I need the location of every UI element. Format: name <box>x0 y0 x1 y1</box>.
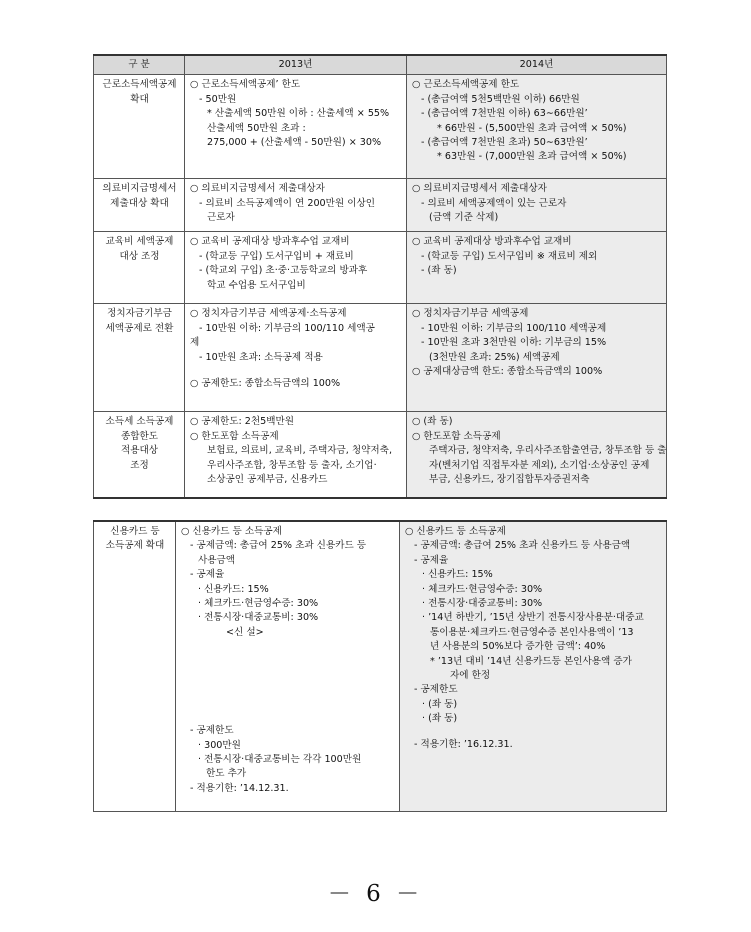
spacer <box>181 688 395 700</box>
text-line: 소상공인 공제부금, 신용카드 <box>207 473 328 485</box>
text-line: 년 사용분의 50%보다 증가한 금액’: 40% <box>430 641 606 653</box>
row-education-credit <box>94 232 667 304</box>
text-line: · 300만원 <box>198 739 241 751</box>
page-number: － 6 － <box>327 881 424 907</box>
text-line: * 66만원 - (5,500만원 초과 급여액 × 50%) <box>437 122 627 134</box>
header-2014: 2014년 <box>407 55 667 75</box>
category-line: 적용대상 <box>120 445 159 457</box>
text-line: - 의료비 세액공제액이 있는 근로자 <box>421 197 567 209</box>
text-line: 학교 수업용 도서구입비 <box>207 279 306 291</box>
text-line: 자(벤처기업 직접투자분 제외), 소기업·소상공인 공제 <box>429 459 650 471</box>
table-header-row <box>94 55 667 75</box>
text-line: - 적용기한: ’16.12.31. <box>414 739 513 751</box>
category-cell <box>94 412 185 498</box>
text-line: ○ 의료비지급명세서 제출대상자 <box>412 183 547 195</box>
text-line: · 전통시장·대중교통비는 각각 100만원 <box>198 753 362 765</box>
text-line: ○ 근로소득세액공제’ 한도 <box>190 79 301 91</box>
text-line: - 공제금액: 총급여 25% 초과 신용카드 등 <box>190 540 367 552</box>
text-line: - (총급여액 7천만원 이하) 63∼66만원’ <box>421 108 588 120</box>
category-cell <box>94 304 185 412</box>
text-line: - 의료비 소득공제액이 연 200만원 이상인 <box>199 197 376 209</box>
text-line: · 신용카드: 15% <box>422 569 493 581</box>
category-line: 소득공제 확대 <box>105 540 165 552</box>
row-earned-income-credit <box>94 75 667 179</box>
spacer <box>405 726 662 738</box>
text-line: (3천만원 초과: 25%) 세액공제 <box>429 351 560 363</box>
comparison-table-main <box>93 54 667 499</box>
category-line: 근로소득세액공제 <box>102 79 177 91</box>
cell-2013 <box>185 179 407 232</box>
text-line: - (학교등 구입) 도서구입비 ※ 재료비 제외 <box>421 250 598 262</box>
text-line: 한도 추가 <box>206 768 247 780</box>
spacer <box>181 652 395 664</box>
category-line: 교육비 세액공제 <box>105 236 174 248</box>
text-line: ○ 정치자금기부금 세액공제·소득공제 <box>190 308 347 320</box>
text-line: - 공제한도 <box>190 725 234 737</box>
category-cell <box>94 179 185 232</box>
text-line: 주택자금, 청약저축, 우리사주조합출연금, 창투조합 등 출 <box>429 445 667 457</box>
row-political-donation <box>94 304 667 412</box>
text-line: - 10만원 이하: 기부금의 100/110 세액공제 <box>421 322 607 334</box>
row-medical-statement <box>94 179 667 232</box>
text-line: - 10만원 이하: 기부금의 100/110 세액공 <box>199 322 375 334</box>
category-cell <box>94 521 176 811</box>
text-line: · 신용카드: 15% <box>198 583 269 595</box>
text-line: 275,000 + (산출세액 - 50만원) × 30% <box>207 136 382 148</box>
comparison-table-credit-card <box>93 520 667 812</box>
text-line: - 적용기한: ’14.12.31. <box>190 782 289 794</box>
cell-2014 <box>407 232 667 304</box>
text-line: <신 설> <box>226 626 264 638</box>
cell-2013 <box>185 232 407 304</box>
text-line: · 체크카드·현금영수증: 30% <box>198 597 319 609</box>
category-line: 확대 <box>130 93 149 105</box>
text-line: - 공제율 <box>190 569 225 581</box>
text-line: · 체크카드·현금영수증: 30% <box>422 583 543 595</box>
spacer <box>190 365 402 377</box>
category-line: 종합한도 <box>120 430 159 442</box>
spacer <box>181 676 395 688</box>
text-line: ○ 한도포함 소득공제 <box>412 430 501 442</box>
text-line: · (좌 동) <box>422 713 458 725</box>
spacer <box>181 664 395 676</box>
text-line: ○ 공제한도: 종합소득금액의 100% <box>190 377 341 389</box>
text-line: 자에 한정 <box>450 669 491 681</box>
category-line: 대상 조정 <box>119 250 160 262</box>
text-line: ○ 교육비 공제대상 방과후수업 교재비 <box>412 236 572 248</box>
text-line: 통이용분·체크카드·현금영수증 본인사용액이 ’13 <box>430 626 634 638</box>
text-line: * 63만원 - (7,000만원 초과 급여액 × 50%) <box>437 151 627 163</box>
cell-2014 <box>407 179 667 232</box>
spacer <box>181 640 395 652</box>
text-line: 보험료, 의료비, 교육비, 주택자금, 청약저축, <box>207 445 392 457</box>
cell-2013 <box>185 75 407 179</box>
text-line: * ’13년 대비 ’14년 신용카드등 본인사용액 증가 <box>430 655 632 667</box>
text-line: ○ 근로소득세액공제 한도 <box>412 79 520 91</box>
cell-2014 <box>407 75 667 179</box>
text-line: - 10만원 초과: 소득공제 적용 <box>199 351 323 363</box>
text-line: * 산출세액 50만원 이하 : 산출세액 × 55% <box>207 108 390 120</box>
cell-2013 <box>185 412 407 498</box>
row-credit-card-deduction <box>94 521 667 811</box>
category-cell <box>94 232 185 304</box>
text-line: ○ 신용카드 등 소득공제 <box>181 526 282 537</box>
cell-2013 <box>176 521 400 811</box>
text-line: ○ 공제한도: 2천5백만원 <box>190 416 295 428</box>
spacer <box>181 712 395 724</box>
text-line: ○ 공제대상금액 한도: 종합소득금액의 100% <box>412 365 603 377</box>
spacer <box>181 700 395 712</box>
row-income-deduction-limit <box>94 412 667 498</box>
text-line: 산출세액 50만원 초과 : <box>207 122 306 134</box>
text-line: - (총급여액 7천만원 초과) 50∼63만원’ <box>421 136 588 148</box>
category-line: 의료비지급명세서 <box>102 183 177 195</box>
text-line: - 공제율 <box>414 554 449 566</box>
category-line: 조정 <box>130 459 149 471</box>
cell-2014 <box>407 412 667 498</box>
text-line: 부금, 신용카드, 장기집합투자증권저축 <box>429 473 590 485</box>
text-line: 사용금액 <box>198 554 236 566</box>
text-line: ○ 신용카드 등 소득공제 <box>405 526 506 537</box>
cell-2013 <box>185 304 407 412</box>
text-line: · 전통시장·대중교통비: 30% <box>422 597 543 609</box>
category-line: 소득세 소득공제 <box>105 416 174 428</box>
header-2013: 2013년 <box>185 55 407 75</box>
text-line: ○ 정치자금기부금 세액공제 <box>412 308 529 320</box>
text-line: 근로자 <box>207 212 235 224</box>
text-line: - (학교외 구입) 초·중·고등학교의 방과후 <box>199 265 368 277</box>
text-line: - (학교등 구입) 도서구입비 + 재료비 <box>199 250 354 262</box>
text-line: - 10만원 초과 3천만원 이하: 기부금의 15% <box>421 337 607 349</box>
text-line: · 전통시장·대중교통비: 30% <box>198 612 319 624</box>
text-line: ○ 의료비지급명세서 제출대상자 <box>190 183 325 195</box>
header-category: 구 분 <box>94 55 185 75</box>
category-line: 제출대상 확대 <box>110 197 169 209</box>
text-line: ○ 교육비 공제대상 방과후수업 교재비 <box>190 236 350 248</box>
cell-2014 <box>407 304 667 412</box>
text-line: ○ 한도포함 소득공제 <box>190 430 279 442</box>
cell-2014 <box>400 521 667 811</box>
text-line: 우리사주조합, 창투조합 등 출자, 소기업· <box>207 459 377 471</box>
text-line: · ’14년 하반기, ’15년 상반기 전통시장사용분·대중교 <box>422 612 644 624</box>
text-line: - (좌 동) <box>421 265 457 277</box>
text-line: - (총급여액 5천5백만원 이하) 66만원 <box>421 93 580 105</box>
text-line: (금액 기준 삭제) <box>429 212 499 224</box>
category-cell <box>94 75 185 179</box>
text-line: ○ (좌 동) <box>412 416 453 428</box>
text-line: · (좌 동) <box>422 698 458 710</box>
category-line: 정치자금기부금 <box>107 308 172 320</box>
category-line: 신용카드 등 <box>110 526 160 537</box>
text-line: 제 <box>190 337 200 349</box>
text-line: - 공제금액: 총급여 25% 초과 신용카드 등 사용금액 <box>414 540 631 552</box>
text-line: - 공제한도 <box>414 684 458 696</box>
category-line: 세액공제로 전환 <box>105 322 174 334</box>
text-line: - 50만원 <box>199 93 237 105</box>
